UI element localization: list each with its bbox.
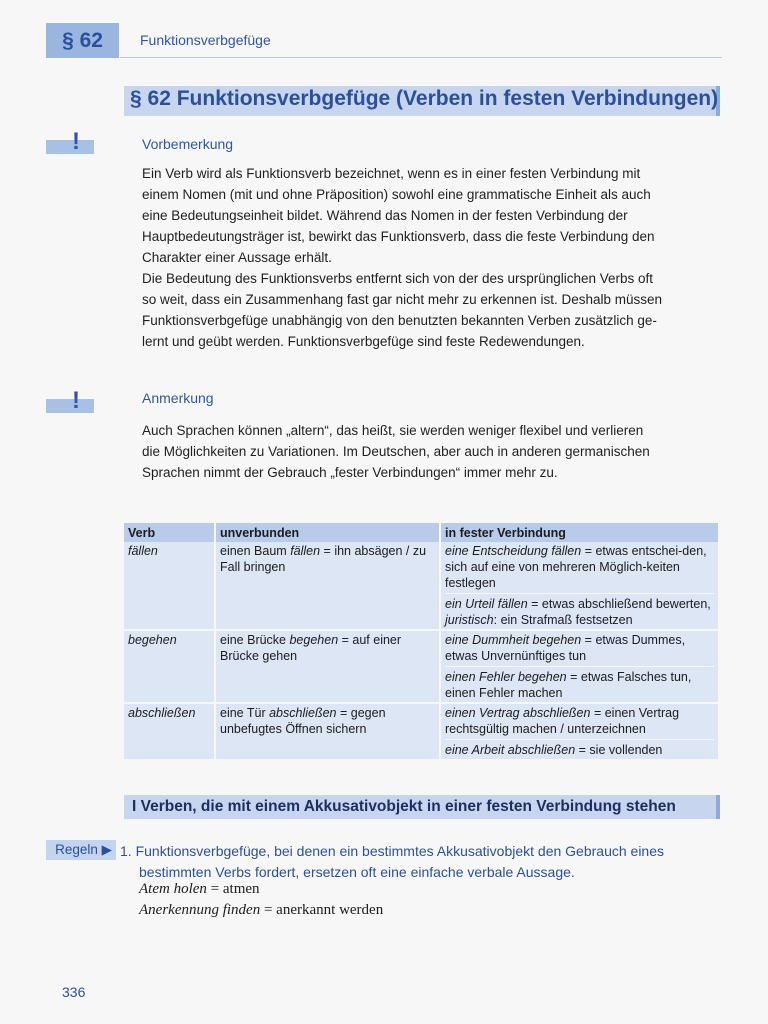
unverbunden-cell: einen Baum fällen = ihn absägen / zu Fall bringen — [216, 542, 441, 629]
table-row — [124, 631, 718, 702]
rule-line: bestimmten Verbs fordert, ersetzen oft eine einfache verbale Aussage. — [139, 864, 575, 880]
section-heading: I Verben, die mit einem Akkusativobjekt in einer festen Verbindung stehen — [132, 798, 676, 815]
rule-1 — [120, 841, 720, 883]
text-line: die Möglichkeiten zu Variationen. Im Deutschen, aber auch in anderen germanischen — [142, 444, 650, 459]
table-header-row — [124, 523, 718, 542]
table-row — [124, 542, 718, 629]
fest-example: eine Dummheit begehen = etwas Dummes, etwas Unvernünftiges tun — [445, 633, 686, 663]
fest-example: einen Vertrag abschließen = einen Vertrag rechtsgültig machen / unterzeichnen — [445, 706, 680, 736]
vorbemerkung-heading: Vorbemerkung — [142, 136, 234, 152]
vorbemerkung-text — [142, 163, 722, 352]
text-line: Sprachen nimmt der Gebrauch „fester Verbindungen“ immer mehr zu. — [142, 465, 558, 480]
running-head: Funktionsverbgefüge — [140, 32, 271, 48]
fest-example: ein Urteil fällen = etwas abschließend bewerten, juristisch: ein Strafmaß festsetzen — [445, 593, 714, 628]
exclamation-icon: ! — [72, 387, 80, 414]
column-header-unverbunden: unverbunden — [216, 523, 441, 542]
text-line: Hauptbedeutungsträger ist, bewirkt das Funktionsverb, dass die feste Verbindung den — [142, 229, 655, 244]
page-title: § 62 Funktionsverbgefüge (Verben in festen Verbindungen) — [130, 87, 719, 110]
text-line: eine Bedeutungseinheit bildet. Während das Nomen in der festen Verbindung der — [142, 208, 628, 223]
text-line: lernt und geübt werden. Funktionsverbgefüge sind feste Redewendungen. — [142, 334, 585, 349]
exclamation-icon: ! — [72, 128, 80, 155]
fest-cell — [441, 542, 718, 629]
rules-tab: Regeln ▶ — [46, 840, 116, 860]
section-badge: § 62 — [46, 23, 119, 58]
column-header-verb: Verb — [124, 523, 216, 542]
fest-example: eine Arbeit abschließen = sie vollenden — [445, 739, 714, 758]
unverbunden-cell: eine Tür abschließen = gegen unbefugtes Öffnen sichern — [216, 704, 441, 759]
fest-example: eine Entscheidung fällen = etwas entschei-den, sich auf eine von mehreren Möglich-keiten festlegen — [445, 544, 707, 590]
example-line: Anerkennung finden = anerkannt werden — [139, 902, 384, 918]
fest-example: einen Fehler begehen = etwas Falsches tun, einen Fehler machen — [445, 666, 714, 701]
text-line: Die Bedeutung des Funktionsverbs entfernt sich von der des ursprünglichen Verbs oft — [142, 271, 654, 286]
text-line: Charakter einer Aussage erhält. — [142, 250, 332, 265]
text-line: Ein Verb wird als Funktionsverb bezeichnet, wenn es in einer festen Verbindung mit — [142, 166, 641, 181]
text-line: einem Nomen (mit und ohne Präposition) sowohl eine grammatische Einheit als auch — [142, 187, 651, 202]
fest-cell — [441, 631, 718, 702]
page-number: 336 — [62, 984, 86, 1000]
verb-cell: abschließen — [124, 704, 216, 759]
unverbunden-cell: eine Brücke begehen = auf einer Brücke gehen — [216, 631, 441, 702]
anmerkung-text — [142, 420, 722, 483]
table-row — [124, 704, 718, 759]
text-line: so weit, dass ein Zusammenhang fast gar nicht mehr zu erkennen ist. Deshalb müssen — [142, 292, 663, 307]
verb-cell: begehen — [124, 631, 216, 702]
anmerkung-heading: Anmerkung — [142, 390, 214, 406]
fest-cell — [441, 704, 718, 759]
header-rule — [120, 57, 722, 58]
rule-line: 1. Funktionsverbgefüge, bei denen ein bestimmtes Akkusativobjekt den Gebrauch eines — [120, 843, 664, 859]
column-header-fest: in fester Verbindung — [445, 526, 566, 540]
verb-cell: fällen — [124, 542, 216, 629]
example-line: Atem holen = atmen — [139, 881, 260, 897]
text-line: Funktionsverbgefüge unabhängig von den benutzten bekannten Verben zusätzlich ge- — [142, 313, 657, 328]
verb-table — [124, 523, 718, 759]
text-line: Auch Sprachen können „altern“, das heißt, sie werden weniger flexibel und verlieren — [142, 423, 644, 438]
